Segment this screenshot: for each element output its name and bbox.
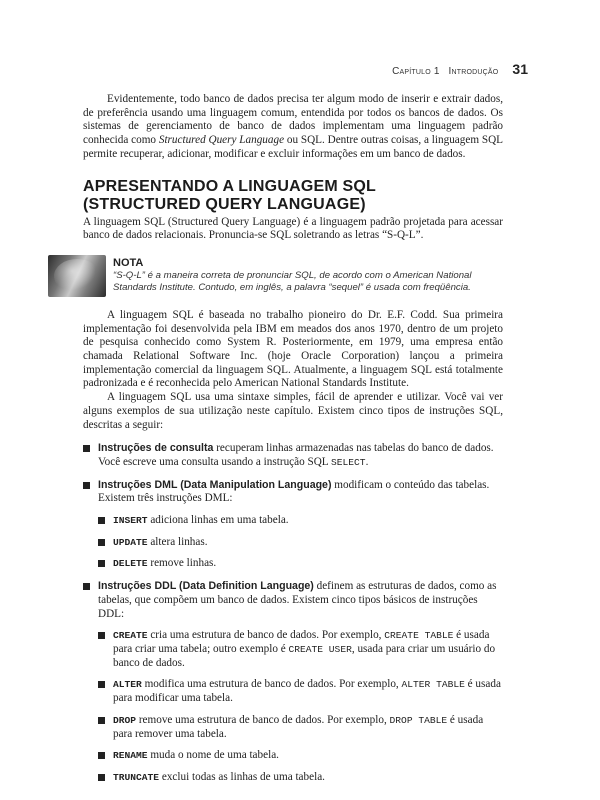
query-term: Instruções de consulta bbox=[98, 442, 214, 455]
alter-table-code: ALTER TABLE bbox=[401, 679, 465, 691]
create-table-code: CREATE TABLE bbox=[384, 630, 454, 642]
alter-code: ALTER bbox=[113, 679, 142, 691]
note-photo-icon bbox=[48, 255, 106, 297]
note-title: NOTA bbox=[113, 256, 144, 269]
rename-text: muda o nome de uma tabela. bbox=[147, 749, 279, 762]
delete-text: remove linhas. bbox=[147, 557, 217, 570]
note-body bbox=[113, 257, 505, 294]
bullet-square-icon bbox=[83, 482, 90, 489]
list-item-delete bbox=[98, 557, 503, 571]
ddl-term-expansion: (Data Definition Language) bbox=[176, 580, 314, 593]
page-content bbox=[83, 93, 503, 794]
create-user-code: CREATE USER bbox=[288, 643, 352, 655]
dml-term-expansion: (Data Manipulation Language) bbox=[177, 478, 332, 491]
create-code: CREATE bbox=[113, 630, 148, 642]
list-item-truncate bbox=[98, 771, 503, 785]
query-end: . bbox=[365, 455, 369, 468]
delete-code: DELETE bbox=[113, 558, 148, 570]
running-header bbox=[392, 61, 528, 77]
create-text: cria uma estrutura de banco de dados. Por exemplo, bbox=[147, 629, 385, 642]
rename-code: RENAME bbox=[113, 750, 148, 762]
alter-text-2: é usada para modificar uma tabela. bbox=[113, 678, 501, 705]
intro-text: Evidentemente, todo banco de dados precisa ter algum modo de inserir e extrair dados, de preferência usando uma linguagem comum, entendida por todos os bancos de dados. Os sistemas de gerenciamento de banco de dados implementam uma linguagem padrão conhecida como bbox=[83, 93, 503, 147]
bullet-square-icon bbox=[98, 632, 105, 639]
intro-paragraph bbox=[83, 93, 503, 162]
page-number: 31 bbox=[512, 61, 528, 77]
list-item-query bbox=[83, 442, 503, 469]
bullet-square-icon bbox=[98, 752, 105, 759]
section-heading-line1: APRESENTANDO A LINGUAGEM SQL bbox=[83, 177, 377, 195]
chapter-name: Capítulo 1 bbox=[392, 66, 440, 77]
section-lead: A linguagem SQL (Structured Query Language) é a linguagem padrão projetada para acessar banco de dados relacionais. Pronuncia-se SQL soletrando as letras “S-Q-L”. bbox=[83, 215, 503, 242]
bullet-square-icon bbox=[98, 717, 105, 724]
dml-term: Instruções DML bbox=[98, 478, 178, 491]
list-item-ddl bbox=[83, 580, 503, 784]
insert-text: adiciona linhas em uma tabela. bbox=[147, 514, 289, 527]
dml-sublist bbox=[98, 514, 503, 571]
bullet-square-icon bbox=[98, 681, 105, 688]
drop-table-code: DROP TABLE bbox=[389, 714, 448, 726]
ddl-sublist bbox=[98, 629, 503, 784]
note-text: “S-Q-L” é a maneira correta de pronunciar SQL, de acordo com o American National Standards Institute. Contudo, em inglês, a palavra “sequel” é usada com freqüência. bbox=[113, 269, 472, 293]
ddl-text: definem as estruturas de dados, como as tabelas, que compõem um banco de dados. Existem cinco tipos básicos de instruções DDL: bbox=[98, 580, 497, 620]
dml-text: modificam o conteúdo das tabelas. Existem três instruções DML: bbox=[98, 478, 490, 505]
update-text: altera linhas. bbox=[147, 535, 208, 548]
section-heading-line2: (STRUCTURED QUERY LANGUAGE) bbox=[83, 195, 366, 213]
section-heading bbox=[83, 178, 503, 214]
insert-code: INSERT bbox=[113, 515, 148, 527]
bullet-square-icon bbox=[83, 583, 90, 590]
ddl-term: Instruções DDL bbox=[98, 580, 177, 593]
bullet-square-icon bbox=[98, 560, 105, 567]
create-text-2: é usada para criar uma tabela; outro exemplo é bbox=[113, 629, 490, 655]
select-code: SELECT bbox=[331, 456, 366, 468]
drop-text: remove uma estrutura de banco de dados. Por exemplo, bbox=[136, 713, 390, 726]
bullet-square-icon bbox=[83, 445, 90, 452]
bullet-square-icon bbox=[98, 539, 105, 546]
create-text-3: , usada para criar um usuário do banco de dados. bbox=[113, 642, 496, 669]
query-text: recuperam linhas armazenadas nas tabelas do banco de dados. Você escreve uma consulta usando a instrução SQL bbox=[98, 442, 494, 468]
list-item-insert bbox=[98, 514, 503, 528]
truncate-code: TRUNCATE bbox=[113, 771, 160, 783]
list-item-create bbox=[98, 629, 503, 670]
list-item-drop bbox=[98, 714, 503, 741]
intro-italic-term: Structured Query Language bbox=[158, 134, 285, 147]
chapter-label bbox=[392, 66, 498, 77]
section-name: Introdução bbox=[448, 66, 499, 77]
list-item-alter bbox=[98, 678, 503, 705]
history-paragraph: A linguagem SQL é baseada no trabalho pioneiro do Dr. E.F. Codd. Sua primeira implementação foi desenvolvida pela IBM em meados dos anos 1970, dentro de um projeto de pesquisa conhecido como System R. Posteriormente, em 1979, uma empresa então chamada Relational Software Inc. (hoje Oracle Corporation) lançou a primeira implementação comercial da linguagem SQL. Atualmente, a linguagem SQL está totalmente padronizada e é reconhecida pelo American National Standards Institute. bbox=[83, 308, 503, 390]
list-item-dml bbox=[83, 479, 503, 572]
list-item-rename bbox=[98, 749, 503, 763]
list-item-update bbox=[98, 536, 503, 550]
alter-text: modifica uma estrutura de banco de dados. Por exemplo, bbox=[141, 678, 402, 691]
bullet-square-icon bbox=[98, 517, 105, 524]
truncate-text: exclui todas as linhas de uma tabela. bbox=[159, 770, 325, 783]
syntax-paragraph: A linguagem SQL usa uma sintaxe simples, fácil de aprender e utilizar. Você vai ver alguns exemplos de sua utilização neste capítulo. Existem cinco tipos de instruções SQL, descritas a seguir: bbox=[83, 391, 503, 431]
bullet-square-icon bbox=[98, 774, 105, 781]
statement-types-list bbox=[83, 442, 503, 784]
intro-text-end: ou SQL. Dentre outras coisas, a linguagem SQL permite recuperar, adicionar, modificar e excluir informações em um banco de dados. bbox=[83, 134, 503, 160]
note-box bbox=[83, 255, 503, 299]
update-code: UPDATE bbox=[113, 536, 148, 548]
drop-text-2: é usada para remover uma tabela. bbox=[113, 713, 484, 740]
drop-code: DROP bbox=[113, 714, 137, 726]
